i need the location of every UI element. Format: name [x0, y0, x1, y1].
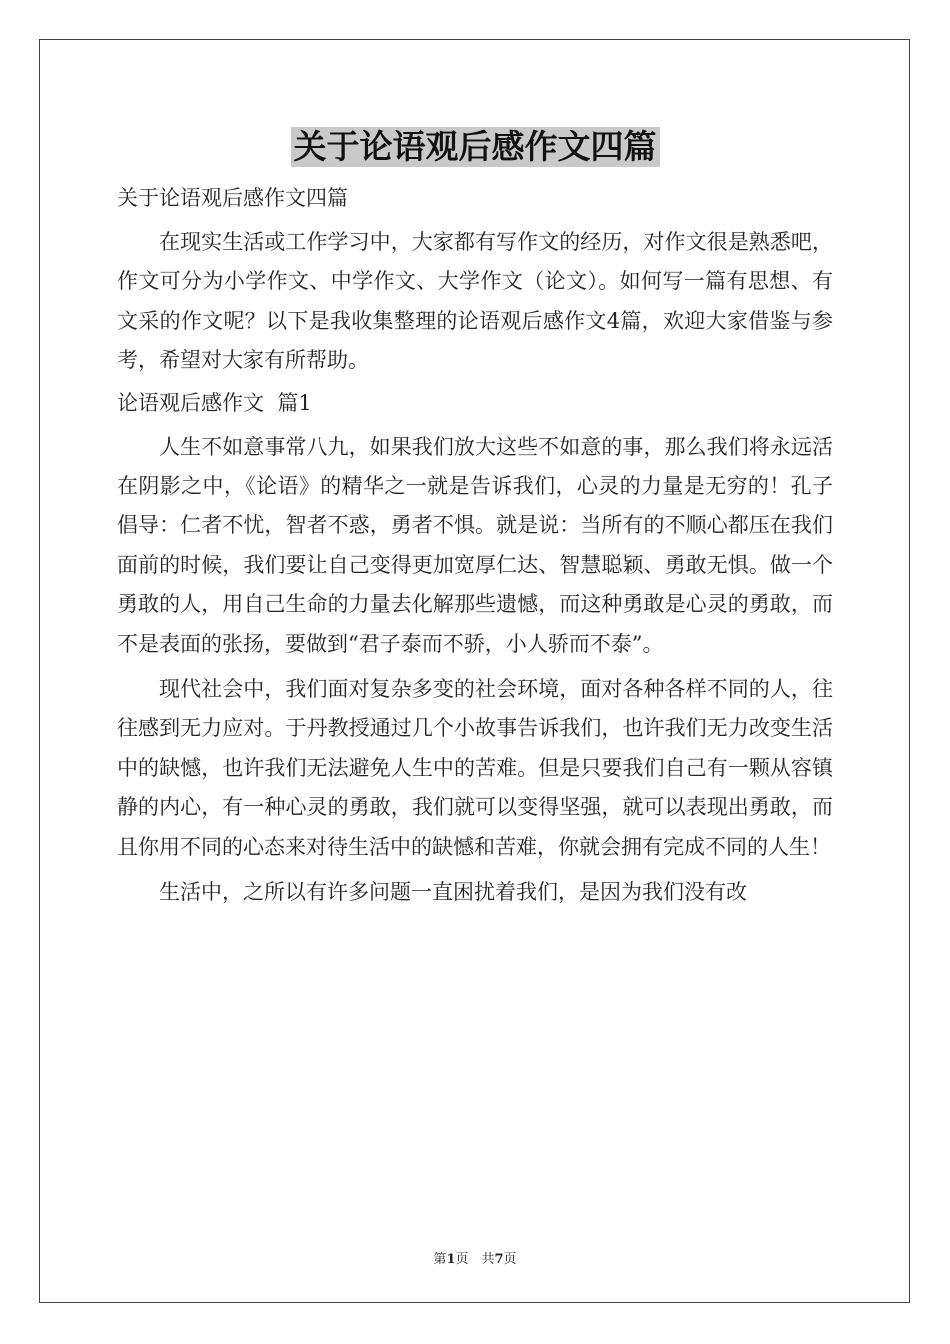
body-paragraph: 现代社会中，我们面对复杂多变的社会环境，面对各种各样不同的人，往往感到无力应对。于丹教授通过几个小故事告诉我们，也许我们无力改变生活中的缺憾，也许我们无法避免人生中的苦难。但是只要我们自己有一颗从容镇静的内心，有一种心灵的勇敢，我们就可以变得坚强，就可以表现出勇敢，而且你用不同的心态来对待生活中的缺憾和苦难，你就会拥有完成不同的人生！	[117, 677, 833, 859]
footer-middle: 页 共	[455, 1252, 495, 1267]
document-body	[117, 179, 833, 913]
footer-prefix: 第	[433, 1252, 447, 1267]
body-paragraph: 生活中，之所以有许多问题一直困扰着我们，是因为我们没有改	[159, 880, 747, 905]
title-container	[0, 127, 950, 167]
intro-paragraph: 在现实生活或工作学习中，大家都有写作文的经历，对作文很是熟悉吧，作文可分为小学作文、中学作文、大学作文（论文）。如何写一篇有思想、有文采的作文呢？以下是我收集整理的论语观后感作文4篇，欢迎大家借鉴与参考，希望对大家有所帮助。	[117, 230, 833, 373]
document-title: 关于论语观后感作文四篇	[291, 127, 660, 167]
footer-suffix: 页	[503, 1252, 517, 1267]
body-paragraph: 人生不如意事常八九，如果我们放大这些不如意的事，那么我们将永远活在阴影之中，《论语》的精华之一就是告诉我们，心灵的力量是无穷的！孔子倡导：仁者不忧，智者不惑，勇者不惧。就是说：当所有的不顺心都压在我们面前的时候，我们要让自己变得更加宽厚仁达、智慧聪颖、勇敢无惧。做一个勇敢的人，用自己生命的力量去化解那些遗憾，而这种勇敢是心灵的勇敢，而不是表面的张扬，要做到“君子泰而不骄，小人骄而不泰”。	[117, 434, 833, 656]
footer-page-number: 1	[446, 1252, 456, 1267]
document-subtitle: 关于论语观后感作文四篇	[117, 186, 348, 210]
page-footer	[0, 1248, 950, 1267]
footer-total-pages: 7	[494, 1252, 504, 1267]
section-heading: 论语观后感作文 篇1	[117, 390, 312, 415]
